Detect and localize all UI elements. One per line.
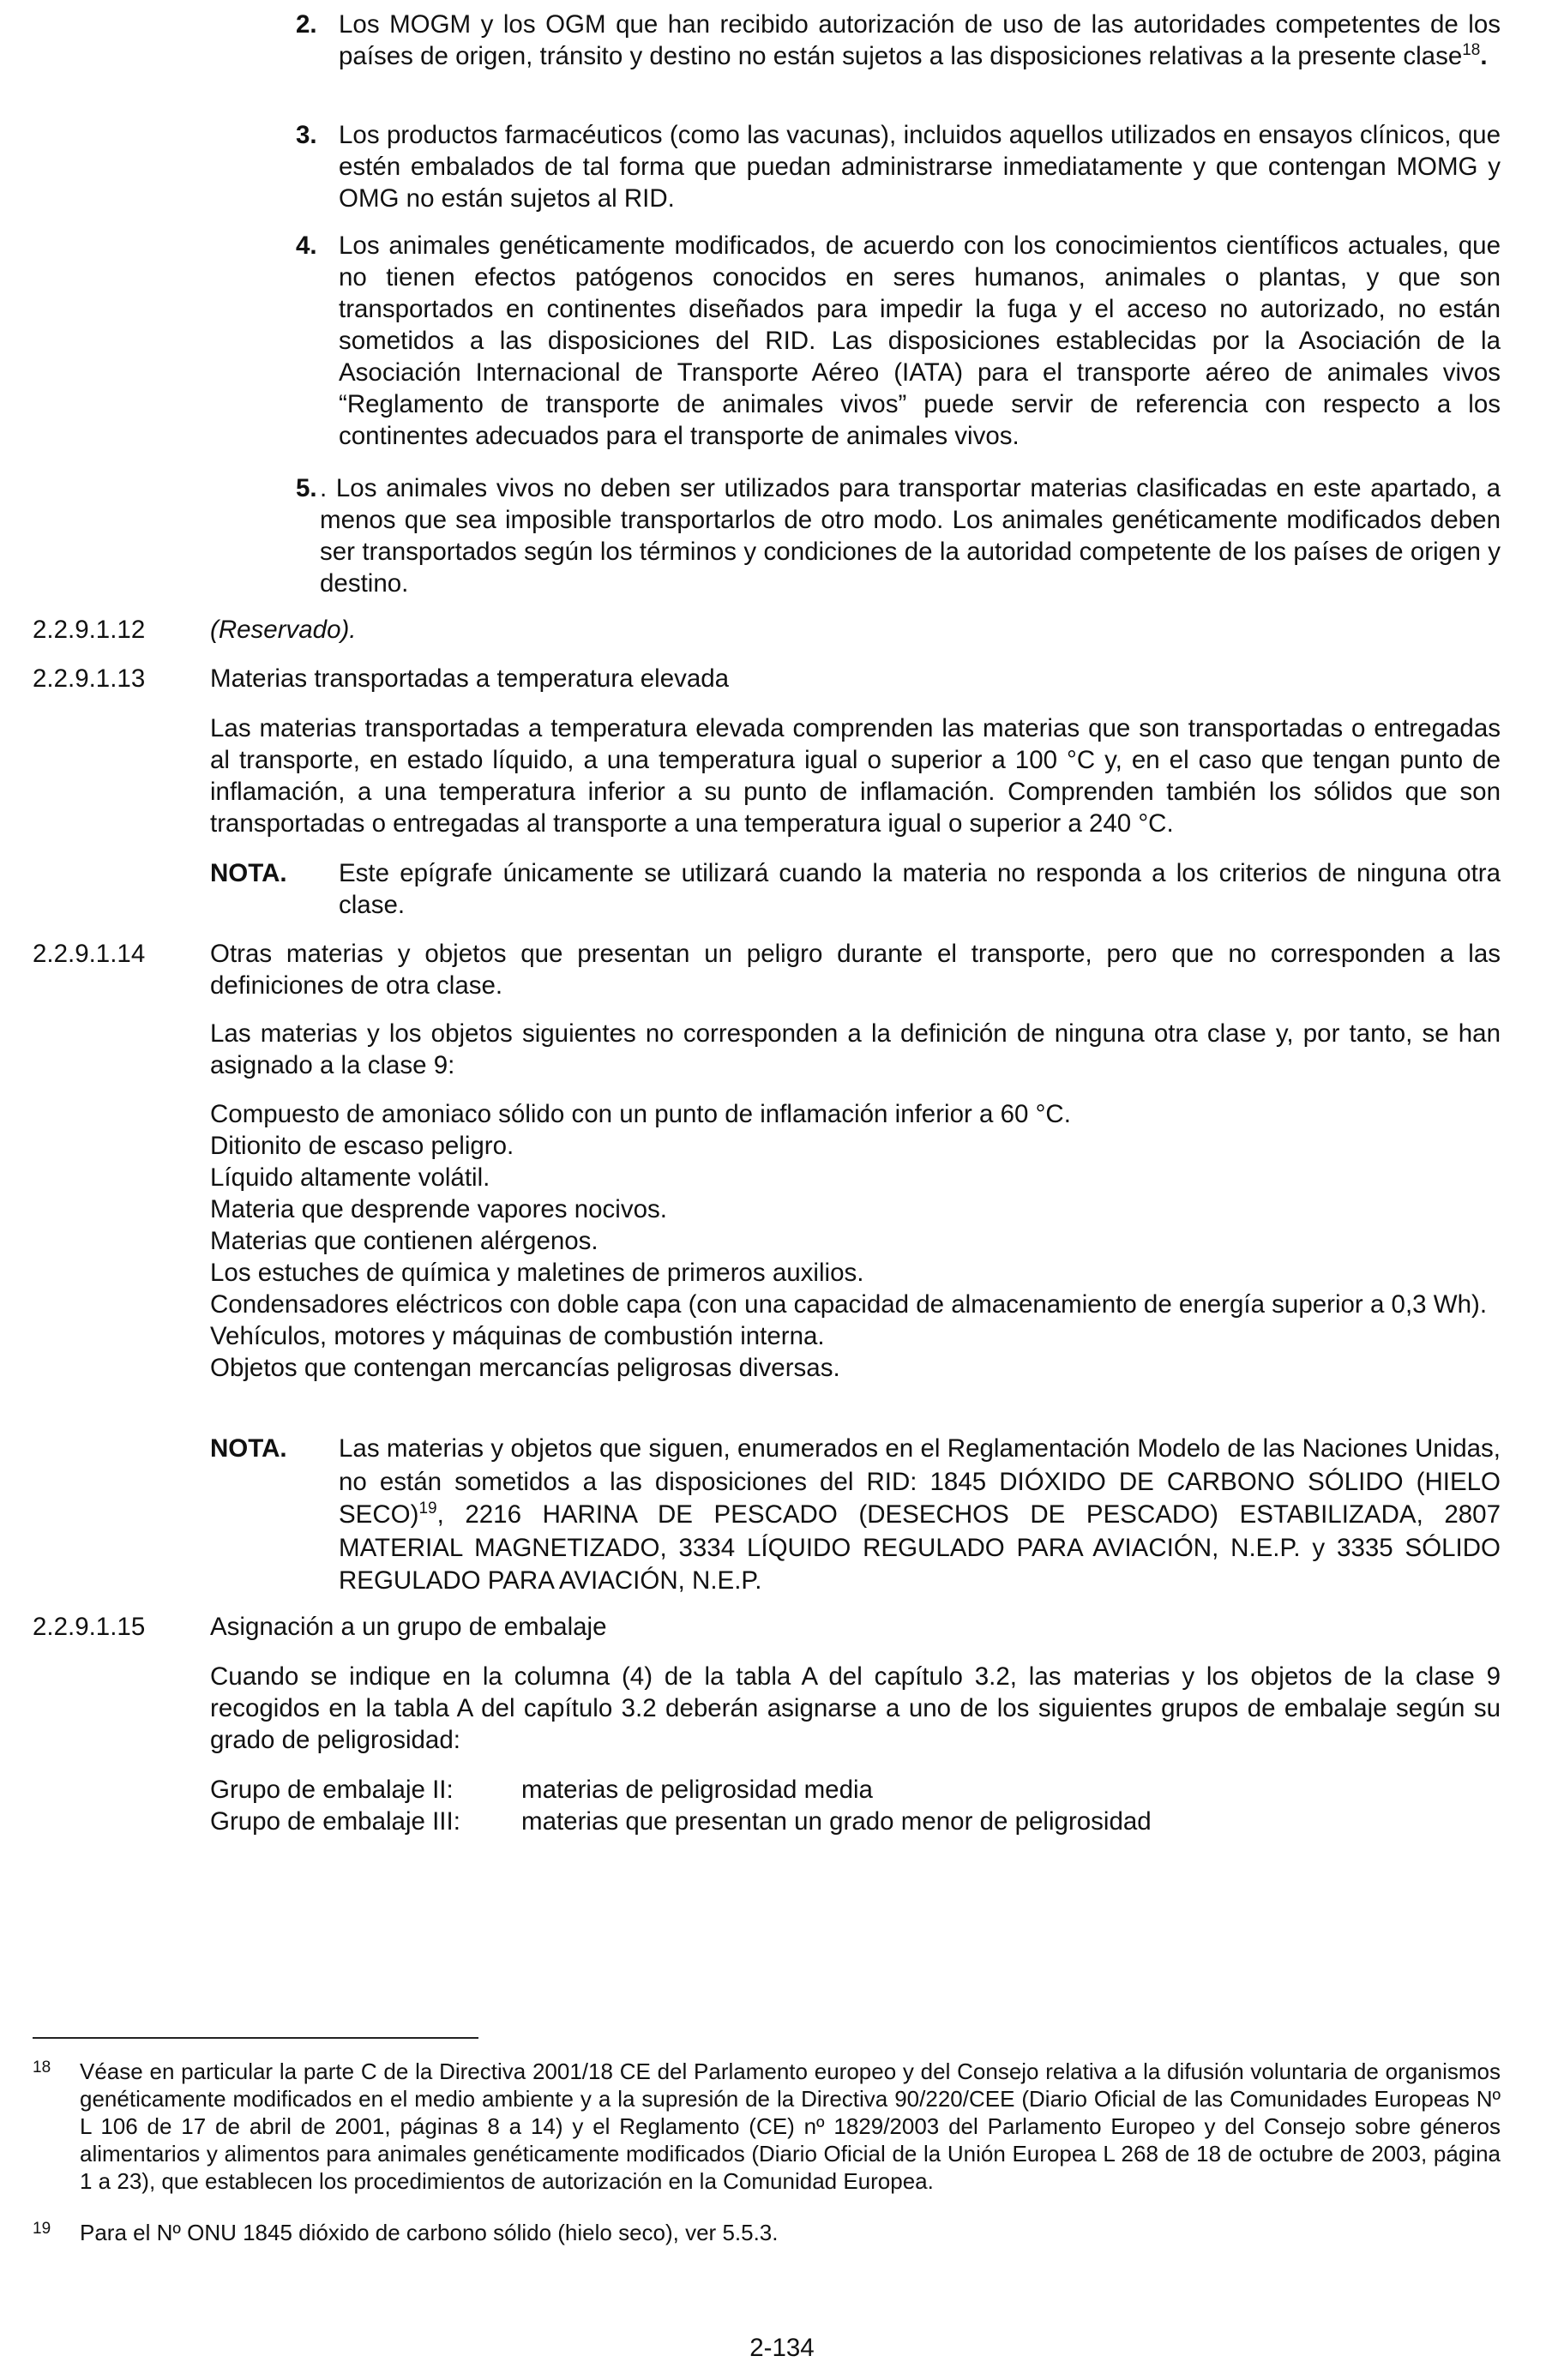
section-number: 2.2.9.1.15 <box>33 1613 146 1641</box>
note-label: NOTA. <box>210 1434 287 1463</box>
item-number: 5. <box>296 474 317 502</box>
item-number: 4. <box>296 231 317 260</box>
list-item: Los estuches de química y maletines de primeros auxilios. <box>210 1259 864 1287</box>
item-text: Los MOGM y los OGM que han recibido autorización de uso de las autoridades competentes de los países de origen, tránsito y destino no están sujetos a las disposiciones relativas a la presente clase$^{18}$. <box>339 10 1501 70</box>
footnote-text: Para el Nº ONU 1845 dióxido de carbono sólido (hielo seco), ver 5.5.3. <box>80 2220 779 2245</box>
footnote-ref[interactable]: 18 <box>1462 41 1481 60</box>
page-number: 2-134 <box>749 2334 815 2362</box>
list-item: Vehículos, motores y máquinas de combustión interna. <box>210 1322 825 1350</box>
paragraph: Las materias y los objetos siguientes no corresponden a la definición de ninguna otra clase y, por tanto, se han asignado a la clase 9: <box>210 1019 1501 1079</box>
section-number: 2.2.9.1.12 <box>33 616 146 644</box>
item-text: Los animales genéticamente modificados, de acuerdo con los conocimientos científicos actuales, que no tienen efectos patógenos conocidos en seres humanos, animales o plantas, y que son transportados en continentes diseñados para impedir la fuga y el acceso no autorizado, no están sometidos a las disposiciones del RID. Las disposiciones establecidas por la Asociación de la Asociación Internacional de Transporte Aéreo (IATA) para el transporte aéreo de animales vivos “Reglamento de transporte de animales vivos” puede servir de referencia con respecto a los continentes adecuados para el transporte de animales vivos. <box>339 231 1501 450</box>
footnote-ref[interactable]: 19 <box>418 1500 437 1518</box>
footnote-divider <box>33 2037 478 2039</box>
section-heading <box>33 614 1501 646</box>
note-text: Este epígrafe únicamente se utilizará cuando la materia no responda a los criterios de ninguna otra clase. <box>339 859 1501 919</box>
section-heading <box>33 1611 1501 1643</box>
section-number: 2.2.9.1.14 <box>33 940 146 968</box>
list-item: Líquido altamente volátil. <box>210 1163 490 1192</box>
paragraph: Las materias transportadas a temperatura elevada comprenden las materias que son transportadas o entregadas al transporte, en estado líquido, a una temperatura igual o superior a 100 °C y, en el caso que tengan punto de inflamación, a una temperatura inferior a su punto de inflamación. Comprenden también los sólidos que son transportadas o entregadas al transporte a una temperatura igual o superior a 240 °C. <box>210 714 1501 838</box>
section-title: Otras materias y objetos que presentan un peligro durante el transporte, pero que no corresponden a las definiciones de otra clase. <box>210 940 1501 1000</box>
list-item: Ditionito de escaso peligro. <box>210 1132 514 1160</box>
list-item <box>296 9 1501 72</box>
note <box>210 857 1501 921</box>
note-text: Las materias y objetos que siguen, enumerados en el Reglamentación Modelo de las Naciones Unidas, no están sometidos a las disposiciones del RID: 1845 DIÓXIDO DE CARBONO SÓLIDO (HIELO SECO)$^{19}$, 2216 HARINA DE PESCADO (DESECHOS DE PESCADO) ESTABILIZADA, 2807 MATERIAL MAGNETIZADO, 3334 LÍQUIDO REGULADO PARA AVIACIÓN, N.E.P. y 3335 SÓLIDO REGULADO PARA AVIACIÓN, N.E.P. <box>339 1434 1501 1595</box>
footnote-number: 19 <box>33 2220 51 2238</box>
materials-list <box>210 1098 1501 1384</box>
section-title: Materias transportadas a temperatura elevada <box>210 664 730 693</box>
list-item: Condensadores eléctricos con doble capa (con una capacidad de almacenamiento de energía superior a 0,3 Wh). <box>210 1290 1488 1319</box>
section-title: Asignación a un grupo de embalaje <box>210 1613 607 1641</box>
list-item: Materias que contienen alérgenos. <box>210 1227 599 1255</box>
footnote <box>33 2219 1501 2246</box>
footnote <box>33 2058 1501 2195</box>
section-heading <box>33 663 1501 694</box>
packing-group-value: materias de peligrosidad media <box>521 1776 873 1804</box>
packing-group-label: Grupo de embalaje II: <box>210 1776 454 1804</box>
item-number: 2. <box>296 10 317 39</box>
note-label: NOTA. <box>210 859 287 887</box>
item-text: . Los animales vivos no deben ser utilizados para transportar materias clasificadas en este apartado, a menos que sea imposible transportarlos de otro modo. Los animales genéticamente modificados deben ser transportados según los términos y condiciones de la autoridad competente de los países de origen y destino. <box>320 474 1501 598</box>
packing-groups <box>210 1774 1325 1837</box>
footnote-number: 18 <box>33 2058 51 2076</box>
item-number: 3. <box>296 121 317 149</box>
packing-group-row <box>210 1774 1325 1806</box>
list-item <box>296 472 1501 599</box>
note <box>210 1433 1501 1598</box>
list-item <box>296 230 1501 452</box>
list-item: Compuesto de amoniaco sólido con un punto de inflamación inferior a 60 °C. <box>210 1100 1071 1128</box>
list-item: Objetos que contengan mercancías peligrosas diversas. <box>210 1354 840 1382</box>
list-item: Materia que desprende vapores nocivos. <box>210 1195 667 1223</box>
section-number: 2.2.9.1.13 <box>33 664 146 693</box>
packing-group-label: Grupo de embalaje III: <box>210 1807 460 1836</box>
section-heading <box>33 938 1501 1001</box>
section-title: (Reservado). <box>210 616 357 644</box>
packing-group-value: materias que presentan un grado menor de peligrosidad <box>521 1807 1152 1836</box>
packing-group-row <box>210 1806 1325 1837</box>
list-item <box>296 119 1501 214</box>
paragraph: Cuando se indique en la columna (4) de la tabla A del capítulo 3.2, las materias y los objetos de la clase 9 recogidos en la tabla A del capítulo 3.2 deberán asignarse a uno de los siguientes grupos de embalaje según su grado de peligrosidad: <box>210 1662 1501 1754</box>
item-text: Los productos farmacéuticos (como las vacunas), incluidos aquellos utilizados en ensayos clínicos, que estén embalados de tal forma que puedan administrarse inmediatamente y que contengan MOMG y OMG no están sujetos al RID. <box>339 121 1501 213</box>
footnote-text: Véase en particular la parte C de la Directiva 2001/18 CE del Parlamento europeo y del Consejo relativa a la difusión voluntaria de organismos genéticamente modificados en el medio ambiente y a la supresión de la Directiva 90/220/CEE (Diario Oficial de las Comunidades Europeas Nº L 106 de 17 de abril de 2001, páginas 8 a 14) y el Reglamento (CE) nº 1829/2003 del Parlamento Europeo y del Consejo sobre géneros alimentarios y alimentos para animales genéticamente modificados (Diario Oficial de la Unión Europea L 268 de 18 de octubre de 2003, página 1 a 23), que establecen los procedimientos de autorización en la Comunidad Europea. <box>80 2058 1501 2194</box>
